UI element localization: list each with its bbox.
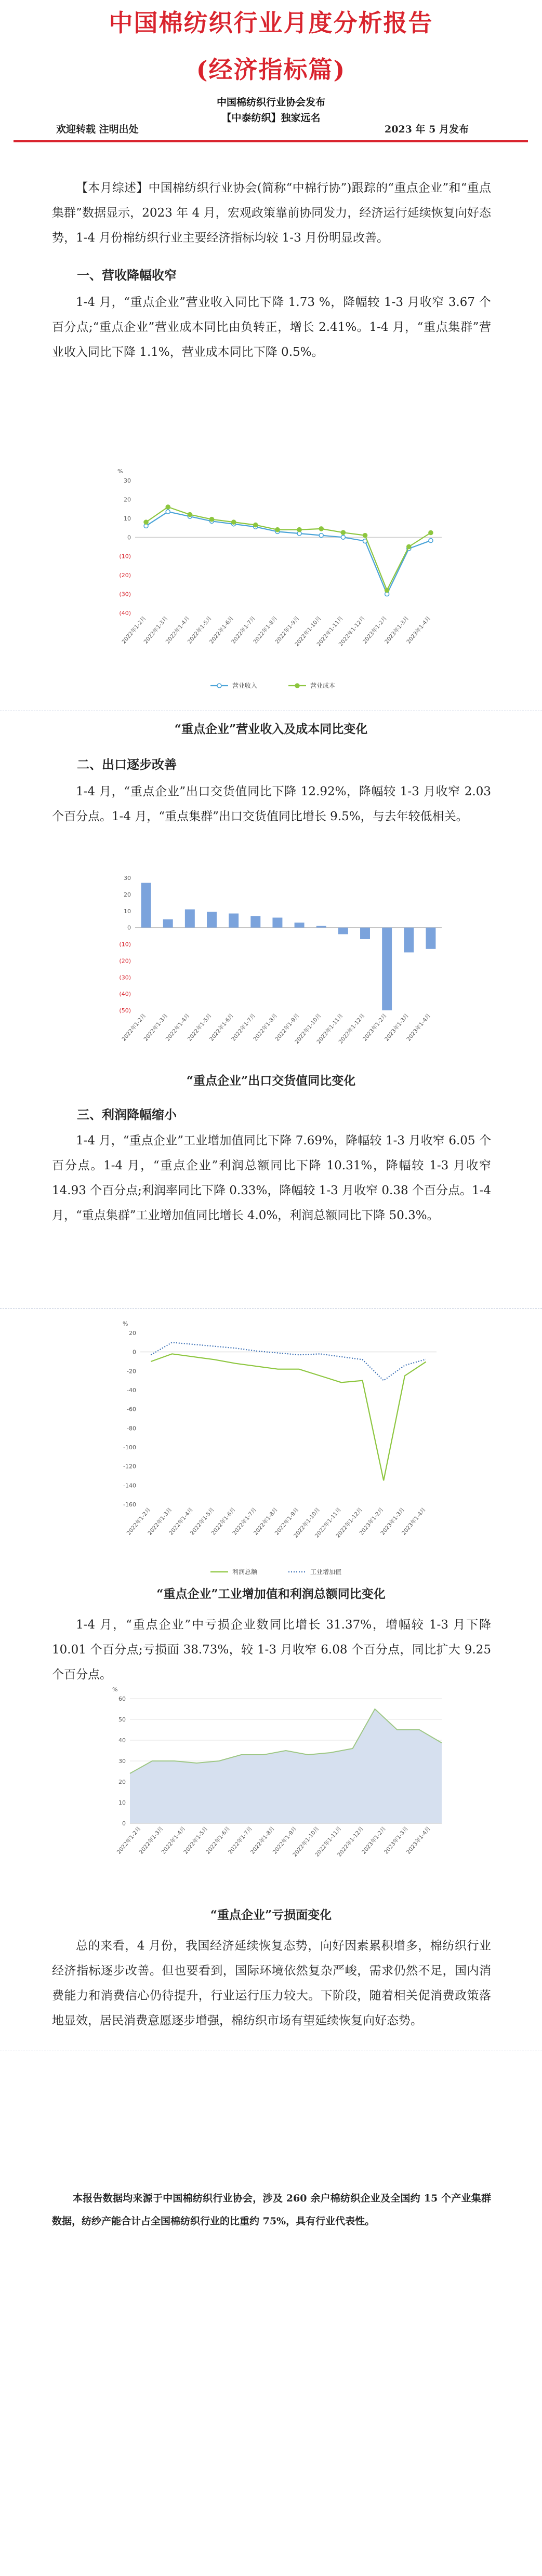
brand-line: 【中泰纺织】独家远名: [221, 112, 321, 124]
y-tick-label: -160: [123, 1501, 136, 1508]
welcome-note: 欢迎转载 注明出处: [56, 124, 139, 135]
y-tick-label: 30: [124, 875, 131, 882]
y-tick-label: 0: [127, 534, 131, 541]
x-tick-label: 2022年1-2月: [121, 615, 148, 645]
y-tick-label: (20): [119, 572, 131, 579]
series-line-0: [146, 512, 431, 594]
y-tick-label: (30): [119, 591, 131, 598]
y-tick-label: (30): [119, 974, 131, 981]
bar-8: [316, 926, 326, 927]
x-tick-label: 2022年1-10月: [294, 615, 323, 648]
bar-13: [426, 928, 435, 949]
x-tick-label: 2022年1-10月: [294, 1012, 323, 1045]
x-tick-label: 2022年1-7月: [230, 1012, 257, 1043]
x-tick-label: 2022年1-8月: [253, 1506, 279, 1537]
series-point-1-1: [166, 505, 170, 509]
chart1-caption: “重点企业”营业收入及成本同比变化: [174, 722, 368, 736]
y-tick-label: 0: [133, 1349, 136, 1356]
x-tick-label: 2022年1-9月: [273, 1506, 300, 1537]
section2-heading: 二、出口逐步改善: [77, 757, 177, 772]
y-tick-label: 20: [124, 891, 131, 898]
x-tick-label: 2022年1-4月: [164, 1012, 191, 1043]
series-point-1-12: [407, 545, 411, 549]
y-tick-label: 0: [122, 1820, 126, 1827]
bar-1: [163, 919, 173, 928]
profit-value-added-chart: [104, 1312, 447, 1582]
x-tick-label: 2022年1-3月: [142, 1012, 169, 1043]
x-tick-label: 2023年1-4月: [405, 1825, 432, 1856]
y-tick-label: (40): [119, 610, 131, 617]
bar-6: [272, 918, 282, 928]
x-tick-label: 2022年1-8月: [252, 1012, 279, 1043]
report-title-line1: 中国棉纺织行业月度分析报告: [109, 9, 433, 37]
series-point-1-5: [254, 523, 258, 527]
series-point-1-7: [297, 528, 301, 532]
data-source-note: 本报告数据均来源于中国棉纺织行业协会，涉及 260 余户棉纺织企业及全国约 15 个产业集群数据，纺纱产能合计占全国棉纺织行业的比重约 75%，具有行业代表性。: [52, 2193, 491, 2227]
y-tick-label: -20: [127, 1368, 136, 1375]
legend-marker-1: [295, 684, 299, 688]
x-tick-label: 2022年1-11月: [313, 1506, 343, 1539]
y-tick-label: 30: [124, 477, 131, 484]
bar-2: [185, 910, 195, 928]
x-tick-label: 2022年1-2月: [125, 1506, 152, 1537]
legend-label-1: 营业成本: [310, 682, 336, 689]
x-tick-label: 2022年1-11月: [315, 1012, 345, 1045]
series-point-1-2: [188, 513, 192, 517]
legend-marker-0: [217, 684, 221, 688]
legend-label-1: 工业增加值: [310, 1568, 342, 1576]
x-tick-label: 2022年1-6月: [208, 615, 235, 645]
bar-0: [141, 883, 151, 928]
x-tick-label: 2023年1-2月: [361, 1825, 388, 1856]
loss-ratio-chart: [99, 1683, 457, 1896]
chart2-caption: “重点企业”出口交货值同比变化: [186, 1074, 356, 1088]
section1-heading: 一、营收降幅收窄: [77, 268, 177, 283]
y-tick-label: 20: [129, 1330, 136, 1337]
area-fill: [130, 1709, 442, 1823]
x-tick-label: 2022年1-10月: [292, 1825, 321, 1858]
y-tick-label: 50: [118, 1716, 126, 1723]
page-separator: [0, 1308, 542, 1309]
x-tick-label: 2022年1-3月: [138, 1825, 165, 1856]
series-point-1-4: [232, 520, 236, 524]
x-tick-label: 2022年1-12月: [336, 1825, 365, 1858]
y-axis-label: %: [123, 1320, 128, 1327]
x-tick-label: 2022年1-7月: [230, 615, 257, 645]
x-tick-label: 2022年1-7月: [227, 1825, 254, 1856]
x-tick-label: 2022年1-6月: [208, 1012, 235, 1043]
y-tick-label: (50): [119, 1007, 131, 1014]
x-tick-label: 2022年1-6月: [210, 1506, 237, 1537]
x-tick-label: 2022年1-2月: [115, 1825, 142, 1856]
bar-4: [229, 914, 239, 928]
x-tick-label: 2023年1-4月: [401, 1506, 427, 1537]
y-tick-label: -140: [123, 1482, 136, 1489]
series-line-1: [146, 507, 431, 590]
publisher: 中国棉纺织行业协会发布: [216, 97, 325, 108]
series-point-1-6: [275, 528, 280, 532]
bar-10: [360, 928, 370, 939]
loss-paragraph: 1-4 月，“重点企业”中亏损企业数同比增长 31.37%，增幅较 1-3 月下降 10.01 个百分点;亏损面 38.73%，较 1-3 月收窄 6.08 个百分点，同比扩大 9.25 个百分点。: [52, 1618, 491, 1681]
chart3-caption: “重点企业”工业增加值和利润总额同比变化: [156, 1587, 386, 1601]
series-point-1-10: [363, 533, 367, 538]
section2-paragraph: 1-4 月，“重点企业”出口交货值同比下降 12.92%，降幅较 1-3 月收窄 2.03 个百分点。1-4 月，“重点集群”出口交货值同比增长 9.5%，与去年较低相关。: [52, 785, 491, 823]
x-tick-label: 2022年1-5月: [182, 1825, 209, 1856]
series-point-1-0: [144, 520, 148, 524]
x-tick-label: 2023年1-2月: [362, 615, 388, 645]
header-divider: [14, 140, 528, 142]
x-tick-label: 2022年1-4月: [164, 615, 191, 645]
revenue-cost-chart: [99, 457, 452, 696]
x-tick-label: 2022年1-4月: [160, 1825, 187, 1856]
section3-heading: 三、利润降幅缩小: [77, 1107, 177, 1122]
series-line-0: [151, 1354, 426, 1480]
y-axis-label: %: [112, 1686, 118, 1693]
x-tick-label: 2022年1-3月: [147, 1506, 174, 1537]
x-tick-label: 2022年1-10月: [293, 1506, 322, 1539]
y-tick-label: -60: [127, 1406, 136, 1413]
y-tick-label: (20): [119, 957, 131, 965]
x-tick-label: 2022年1-5月: [186, 615, 213, 645]
y-tick-label: 20: [124, 496, 131, 503]
y-tick-label: 60: [118, 1696, 126, 1702]
x-tick-label: 2023年1-3月: [384, 1012, 411, 1043]
y-tick-label: -100: [123, 1444, 136, 1451]
series-point-1-3: [210, 517, 214, 522]
y-tick-label: 10: [124, 907, 131, 915]
y-axis-label: %: [117, 468, 123, 475]
y-tick-label: -120: [123, 1463, 136, 1470]
series-point-1-9: [341, 530, 345, 535]
series-line-1: [151, 1342, 426, 1380]
x-tick-label: 2023年1-3月: [384, 615, 411, 645]
x-tick-label: 2023年1-2月: [362, 1012, 388, 1043]
series-point-0-13: [429, 539, 433, 543]
y-tick-label: 40: [118, 1737, 126, 1744]
y-tick-label: 10: [118, 1799, 126, 1806]
x-tick-label: 2022年1-9月: [271, 1825, 298, 1856]
x-tick-label: 2022年1-12月: [335, 1506, 364, 1539]
x-tick-label: 2022年1-5月: [189, 1506, 216, 1537]
x-tick-label: 2022年1-9月: [274, 615, 301, 645]
series-point-0-1: [166, 510, 170, 514]
bar-3: [207, 912, 217, 927]
x-tick-label: 2022年1-12月: [337, 615, 366, 648]
series-point-1-8: [319, 527, 323, 531]
series-point-0-8: [319, 533, 323, 538]
x-tick-label: 2022年1-4月: [168, 1506, 195, 1537]
bar-7: [295, 923, 305, 928]
x-tick-label: 2023年1-3月: [379, 1506, 406, 1537]
x-tick-label: 2023年1-4月: [405, 1012, 432, 1043]
x-tick-label: 2022年1-11月: [315, 615, 345, 648]
chart4-caption: “重点企业”亏损面变化: [210, 1908, 332, 1922]
x-tick-label: 2023年1-3月: [383, 1825, 410, 1856]
series-point-1-11: [385, 588, 389, 592]
legend-label-0: 利润总额: [232, 1568, 258, 1576]
x-tick-label: 2022年1-6月: [205, 1825, 232, 1856]
y-tick-label: 20: [118, 1779, 126, 1785]
series-point-0-9: [341, 535, 345, 539]
series-point-1-13: [429, 531, 433, 535]
x-tick-label: 2022年1-8月: [252, 615, 279, 645]
section3-paragraph: 1-4 月，“重点企业”工业增加值同比下降 7.69%，降幅较 1-3 月收窄 6.05 个百分点。1-4 月，“重点企业”利润总额同比下降 10.31%，降幅较 1-3 月收窄 14.93 个百分点;利润率同比下降 0.33%，降幅较 1-3 月收窄 0.38 个百分点。1-4 月，“重点集群”工业增加值同比增长 4.0%，利润总额同比下降 50.3%。: [52, 1134, 491, 1222]
x-tick-label: 2023年1-2月: [358, 1506, 385, 1537]
x-tick-label: 2022年1-9月: [274, 1012, 301, 1043]
conclusion-paragraph: 总的来看，4 月份，我国经济延续恢复态势，向好因素累积增多，棉纺织行业经济指标逐步改善。但也要看到，国际环境依然复杂严峻，需求仍然不足，国内消费能力和消费信心仍待提升，行业运行压力较大。下阶段，随着相关促消费政策落地显效，居民消费意愿逐步增强，棉纺织市场有望延续恢复向好态势。: [52, 1939, 491, 2027]
x-tick-label: 2023年1-4月: [405, 615, 432, 645]
y-tick-label: -40: [127, 1387, 136, 1394]
publish-date: 2023 年 5 月发布: [385, 124, 469, 135]
legend-label-0: 营业收入: [232, 682, 258, 689]
y-tick-label: (10): [119, 553, 131, 560]
bar-9: [338, 928, 348, 935]
y-tick-label: -80: [127, 1425, 136, 1432]
bar-12: [404, 928, 414, 953]
y-tick-label: 30: [118, 1758, 126, 1765]
y-tick-label: 10: [124, 515, 131, 522]
y-tick-label: (10): [119, 941, 131, 948]
bar-11: [382, 928, 392, 1010]
bar-5: [250, 916, 260, 927]
export-chart: [99, 862, 452, 1070]
intro-paragraph: 【本月综述】中国棉纺织行业协会(简称“中棉行协”)跟踪的“重点企业”和“重点集群”数据显示，2023 年 4 月，宏观政策靠前协同发力，经济运行延续恢复向好态势，1-4 月份棉纺织行业主要经济指标均较 1-3 月份明显改善。: [52, 181, 491, 245]
x-tick-label: 2022年1-2月: [121, 1012, 148, 1043]
x-tick-label: 2022年1-12月: [337, 1012, 366, 1045]
section1-paragraph: 1-4 月，“重点企业”营业收入同比下降 1.73 %，降幅较 1-3 月收窄 3.67 个百分点;“重点企业”营业成本同比由负转正，增长 2.41%。1-4 月，“重点集群”营业收入同比下降 1.1%，营业成本同比下降 0.5%。: [52, 296, 491, 359]
x-tick-label: 2022年1-5月: [186, 1012, 213, 1043]
y-tick-label: 0: [127, 924, 131, 931]
x-tick-label: 2022年1-7月: [231, 1506, 258, 1537]
report-title-line2: (经济指标篇): [196, 56, 346, 84]
x-tick-label: 2022年1-8月: [249, 1825, 276, 1856]
x-tick-label: 2022年1-11月: [314, 1825, 343, 1858]
y-tick-label: (40): [119, 991, 131, 998]
x-tick-label: 2022年1-3月: [142, 615, 169, 645]
